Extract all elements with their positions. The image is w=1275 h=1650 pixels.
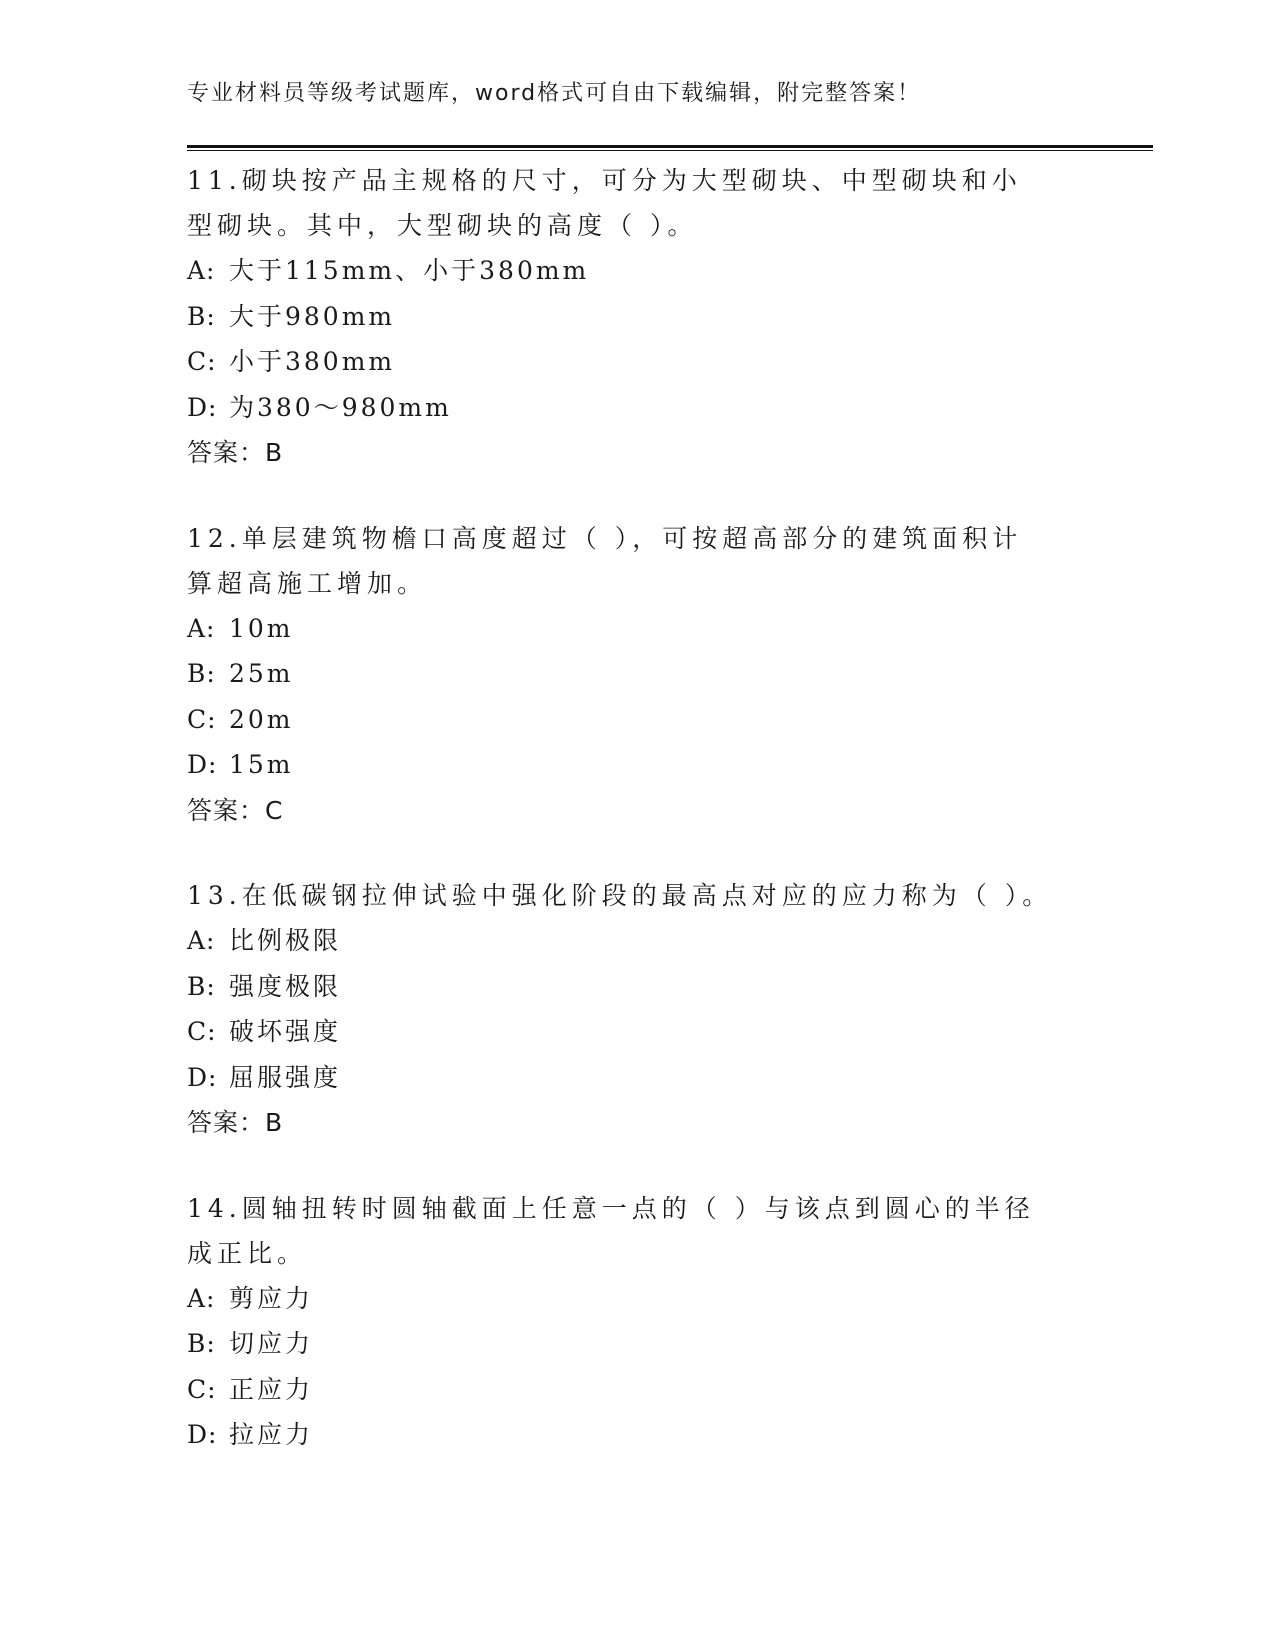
answer-line: 答案：C (187, 795, 284, 825)
option-text: 比例极限 (229, 926, 342, 955)
option-b (187, 294, 1087, 340)
option-b (187, 651, 1087, 697)
option-text: 10m (229, 613, 294, 643)
option-text: 拉应力 (229, 1420, 314, 1449)
option-text: 强度极限 (229, 971, 342, 1001)
option-letter: A: (187, 926, 216, 955)
option-c (187, 697, 1087, 743)
question-11 (187, 158, 1087, 476)
option-text: 为380～980mm (229, 392, 452, 422)
option-b (187, 1321, 1087, 1367)
option-d (187, 385, 1087, 431)
option-text: 15m (229, 750, 294, 779)
option-b (187, 964, 1087, 1010)
option-letter: B: (187, 659, 216, 688)
option-letter: A: (187, 613, 216, 643)
option-letter: B: (187, 301, 216, 331)
option-d (187, 742, 1087, 788)
option-letter: C: (187, 347, 217, 376)
question-13 (187, 873, 1087, 1146)
option-text: 20m (229, 704, 294, 734)
question-stem: 14.圆轴扭转时圆轴截面上任意一点的（ ）与该点到圆心的半径成正比。 (187, 1193, 1035, 1268)
page-header: 专业材料员等级考试题库，word格式可自由下载编辑，附完整答案！ (187, 81, 922, 106)
option-c (187, 339, 1087, 385)
option-letter: C: (187, 704, 217, 734)
question-14 (187, 1186, 1087, 1458)
question-12 (187, 516, 1087, 834)
option-letter: C: (187, 1374, 217, 1404)
option-letter: D: (187, 1420, 218, 1449)
option-a (187, 1276, 1087, 1322)
answer-line: 答案：B (187, 438, 284, 467)
option-letter: D: (187, 1062, 218, 1092)
option-text: 小于380mm (229, 347, 396, 376)
question-stem: 13.在低碳钢拉伸试验中强化阶段的最高点对应的应力称为（ ）。 (187, 881, 1053, 910)
option-a (187, 606, 1087, 652)
option-letter: D: (187, 750, 218, 779)
option-text: 正应力 (229, 1374, 314, 1404)
option-letter: A: (187, 256, 216, 285)
question-stem: 12.单层建筑物檐口高度超过（ ），可按超高部分的建筑面积计算超高施工增加。 (187, 523, 1023, 598)
header-divider-thick (187, 145, 1153, 148)
question-stem: 11.砌块按产品主规格的尺寸，可分为大型砌块、中型砌块和小型砌块。其中，大型砌块的高度（ ）。 (187, 166, 1022, 240)
header-divider-thin (187, 150, 1153, 151)
option-d (187, 1412, 1087, 1458)
option-letter: B: (187, 971, 216, 1001)
option-c (187, 1009, 1087, 1055)
option-letter: D: (187, 392, 218, 422)
option-a (187, 918, 1087, 964)
option-text: 切应力 (229, 1329, 314, 1358)
option-c (187, 1367, 1087, 1413)
option-text: 大于115mm、小于380mm (229, 256, 590, 285)
option-text: 屈服强度 (229, 1062, 342, 1092)
option-letter: A: (187, 1283, 216, 1313)
header-divider (187, 145, 1153, 151)
option-text: 25m (229, 659, 294, 688)
option-letter: C: (187, 1017, 217, 1046)
option-letter: B: (187, 1329, 216, 1358)
option-text: 剪应力 (229, 1283, 314, 1313)
option-text: 破坏强度 (229, 1017, 342, 1046)
option-a (187, 248, 1087, 294)
option-text: 大于980mm (229, 301, 396, 331)
option-d (187, 1055, 1087, 1101)
answer-line: 答案：B (187, 1108, 284, 1137)
question-list (187, 158, 1087, 1458)
